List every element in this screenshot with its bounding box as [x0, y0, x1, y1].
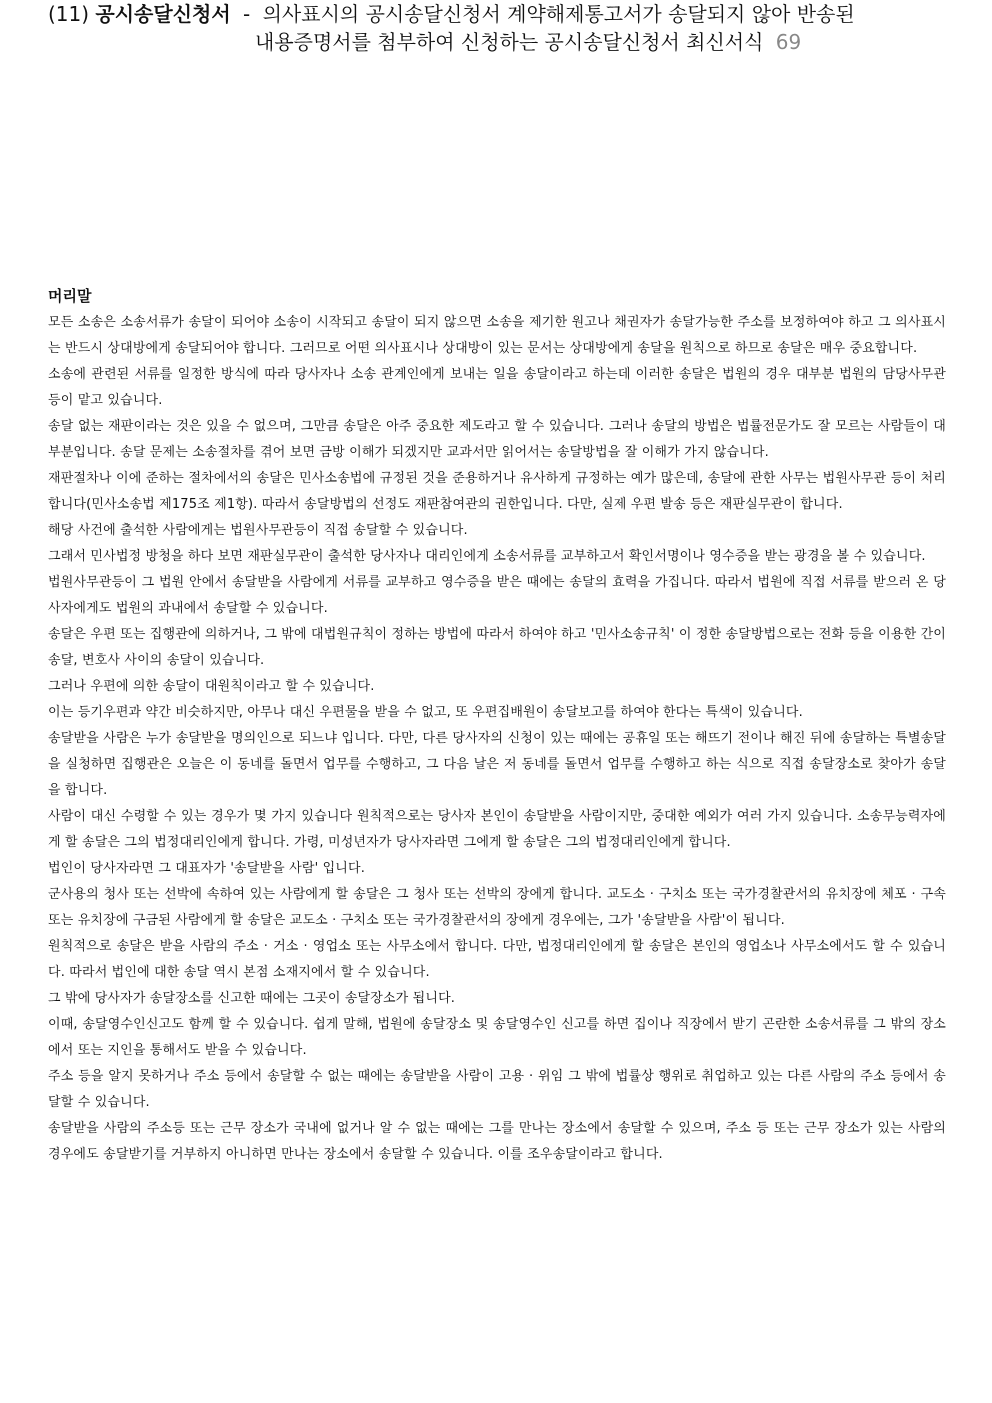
preface-paragraph: 송달받을 사람은 누가 송달받을 명의인으로 되느냐 입니다. 다만, 다른 당사자의 신청이 있는 때에는 공휴일 또는 해뜨기 전이나 해진 뒤에 송달하는 특별송달을 실청하면 집행관은 오늘은 이 동네를 돌면서 업무를 수행하고, 그 다음 날은 저 동네를 돌면서 업무를 수행하고 하는 식으로 직접 송달장소로 찾아가 송달을 합니다.: [48, 731, 946, 798]
title-separator: -: [243, 2, 251, 26]
preface-paragraph: 그러나 우편에 의한 송달이 대원칙이라고 할 수 있습니다.: [48, 679, 375, 694]
preface-paragraph: 그 밖에 당사자가 송달장소를 신고한 때에는 그곳이 송달장소가 됩니다.: [48, 991, 456, 1006]
section-number: (11): [48, 2, 90, 26]
preface-section: [48, 286, 946, 1168]
preface-paragraph: 소송에 관련된 서류를 일정한 방식에 따라 당사자나 소송 관계인에게 보내는 일을 송달이라고 하는데 이러한 송달은 법원의 경우 대부분 법원의 담당사무관 등이 맡고 있습니다.: [48, 367, 946, 408]
preface-paragraph: 군사용의 청사 또는 선박에 속하여 있는 사람에게 할 송달은 그 청사 또는 선박의 장에게 합니다. 교도소 · 구치소 또는 국가경찰관서의 유치장에 체포 · 구속 또는 유치장에 구금된 사람에게 할 송달은 교도소 · 구치소 또는 국가경찰관서의 장에게 경우에는, 그가 '송달받을 사람'이 됩니다.: [48, 887, 946, 928]
document-header: [48, 0, 968, 56]
preface-paragraph: 모든 소송은 소송서류가 송달이 되어야 소송이 시작되고 송달이 되지 않으면 소송을 제기한 원고나 채권자가 송달가능한 주소를 보정하여야 하고 그 의사표시는 반드시 상대방에게 송달되어야 합니다. 그러므로 어떤 의사표시나 상대방이 있는 문서는 상대방에게 송달을 원칙으로 하므로 송달은 매우 중요합니다.: [48, 315, 946, 356]
preface-paragraph: 법원사무관등이 그 법원 안에서 송달받을 사람에게 서류를 교부하고 영수증을 받은 때에는 송달의 효력을 가집니다. 따라서 법원에 직접 서류를 받으러 온 당사자에게도 법원의 과내에서 송달할 수 있습니다.: [48, 575, 946, 616]
form-description-line-2: 내용증명서를 첨부하여 신청하는 공시송달신청서 최신서식: [255, 30, 764, 54]
preface-paragraph: 재판절차나 이에 준하는 절차에서의 송달은 민사소송법에 규정된 것을 준용하거나 유사하게 규정하는 예가 많은데, 송달에 관한 사무는 법원사무관 등이 처리합니다(민사소송법 제175조 제1항). 따라서 송달방법의 선정도 재판참여관의 권한입니다. 다만, 실제 우편 발송 등은 재판실무관이 합니다.: [48, 471, 946, 512]
preface-paragraph: 법인이 당사자라면 그 대표자가 '송달받을 사람' 입니다.: [48, 861, 365, 876]
preface-paragraph: 주소 등을 알지 못하거나 주소 등에서 송달할 수 없는 때에는 송달받을 사람이 고용 · 위임 그 밖에 법률상 행위로 취업하고 있는 다른 사람의 주소 등에서 송달할 수 있습니다.: [48, 1069, 946, 1110]
preface-heading: 머리말: [48, 287, 92, 305]
preface-paragraph: 원칙적으로 송달은 받을 사람의 주소 · 거소 · 영업소 또는 사무소에서 합니다. 다만, 법정대리인에게 할 송달은 본인의 영업소나 사무소에서도 할 수 있습니다. 따라서 법인에 대한 송달 역시 본점 소재지에서 할 수 있습니다.: [48, 939, 946, 980]
preface-body: [48, 310, 946, 1168]
preface-paragraph: 이는 등기우편과 약간 비슷하지만, 아무나 대신 우편물을 받을 수 없고, 또 우편집배원이 송달보고를 하여야 한다는 특색이 있습니다.: [48, 705, 803, 720]
header-line-1: [48, 0, 968, 28]
form-description-line-1: 의사표시의 공시송달신청서 계약해제통고서가 송달되지 않아 반송된: [262, 2, 855, 26]
preface-paragraph: 송달받을 사람의 주소등 또는 근무 장소가 국내에 없거나 알 수 없는 때에는 그를 만나는 장소에서 송달할 수 있으며, 주소 등 또는 근무 장소가 있는 사람의 경우에도 송달받기를 거부하지 아니하면 만나는 장소에서 송달할 수 있습니다. 이를 조우송달이라고 합니다.: [48, 1121, 946, 1162]
preface-paragraph: 이때, 송달영수인신고도 함께 할 수 있습니다. 쉽게 말해, 법원에 송달장소 및 송달영수인 신고를 하면 집이나 직장에서 받기 곤란한 소송서류를 그 밖의 장소에서 또는 지인을 통해서도 받을 수 있습니다.: [48, 1017, 946, 1058]
preface-paragraph: 그래서 민사법정 방청을 하다 보면 재판실무관이 출석한 당사자나 대리인에게 소송서류를 교부하고서 확인서명이나 영수증을 받는 광경을 볼 수 있습니다.: [48, 549, 926, 564]
page-number: 69: [775, 30, 802, 54]
preface-paragraph: 송달 없는 재판이라는 것은 있을 수 없으며, 그만큼 송달은 아주 중요한 제도라고 할 수 있습니다. 그러나 송달의 방법은 법률전문가도 잘 모르는 사람들이 대부분입니다. 송달 문제는 소송절차를 겪어 보면 금방 이해가 되겠지만 교과서만 읽어서는 송달방법을 잘 이해가 가지 않습니다.: [48, 419, 946, 460]
preface-paragraph: 송달은 우편 또는 집행관에 의하거나, 그 밖에 대법원규칙이 정하는 방법에 따라서 하여야 하고 '민사소송규칙' 이 정한 송달방법으로는 전화 등을 이용한 간이송달, 변호사 사이의 송달이 있습니다.: [48, 627, 946, 668]
header-line-2: [255, 28, 968, 56]
preface-paragraph: 해당 사건에 출석한 사람에게는 법원사무관등이 직접 송달할 수 있습니다.: [48, 523, 468, 538]
preface-paragraph: 사람이 대신 수령할 수 있는 경우가 몇 가지 있습니다 원칙적으로는 당사자 본인이 송달받을 사람이지만, 중대한 예외가 여러 가지 있습니다. 소송무능력자에게 할 송달은 그의 법정대리인에게 합니다. 가령, 미성년자가 당사자라면 그에게 할 송달은 그의 법정대리인에게 합니다.: [48, 809, 946, 850]
form-title: 공시송달신청서: [95, 2, 231, 26]
